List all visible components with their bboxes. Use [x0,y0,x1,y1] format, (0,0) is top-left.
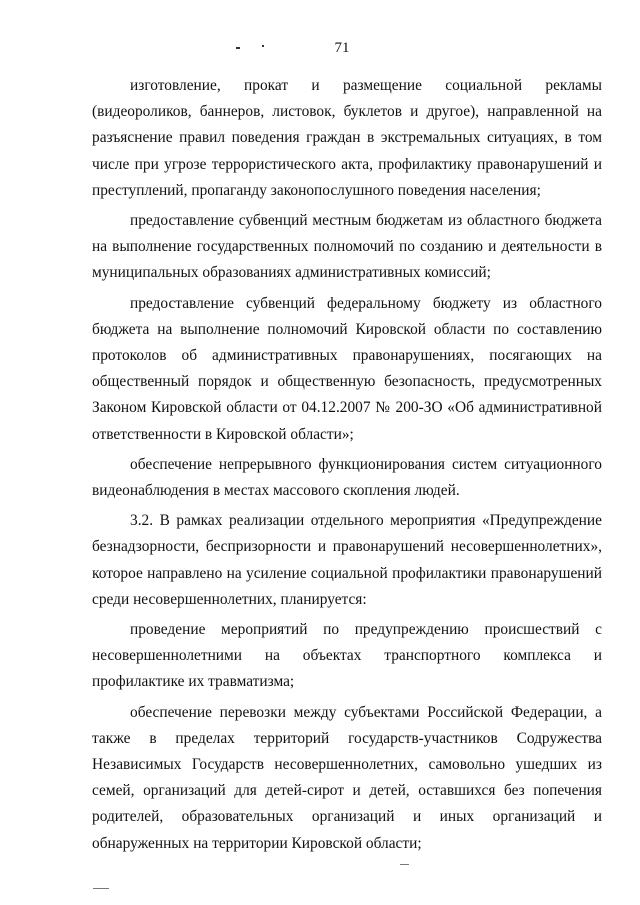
document-body [92,73,602,857]
scan-artifact [400,864,409,865]
paragraph: обеспечение непрерывного функционирования систем ситуационного видеонаблюдения в местах массового скопления людей. [92,455,602,500]
paragraph: предоставление субвенций федеральному бюджету из областного бюджета на выполнение полномочий Кировской области по составлению протоколов об административных правонарушениях, посягающих на общественный порядок и общественную безопасность, предусмотренных Законом Кировской области от 04.12.2007 № 200-ЗО «Об административной ответственности в Кировской области»; [92,294,602,443]
paragraph: изготовление, прокат и размещение социальной рекламы (видеороликов, баннеров, листовок, буклетов и другое), направленной на разъяснение правил поведения граждан в экстремальных ситуациях, в том числе при угрозе террористического акта, профилактику правонарушений и преступлений, пропаганду законопослушного поведения населения; [92,77,602,199]
scan-artifact [93,888,109,889]
paragraph: проведение мероприятий по предупреждению происшествий с несовершеннолетними на объектах транспортного комплекса и профилактике их травматизма; [92,621,602,691]
page-number: 71 [334,40,350,56]
paragraph: обеспечение перевозки между субъектами Российской Федерации, а также в пределах территорий государств-участников Содружества Независимых Государств несовершеннолетних, самовольно ушедших из семей, организаций для детей-сирот и детей, оставшихся без попечения родителей, образовательных организаций и иных организаций и обнаруженных на территории Кировской области; [92,703,602,852]
paragraph: 3.2. В рамках реализации отдельного мероприятия «Предупреждение безнадзорности, беспризорности и правонарушений несовершеннолетних», которое направлено на усиление социальной профилактики правонарушений среди несовершеннолетних, планируется: [92,512,602,608]
paragraph: предоставление субвенций местным бюджетам из областного бюджета на выполнение государственных полномочий по созданию и деятельности в муниципальных образованиях административных комиссий; [92,212,602,282]
